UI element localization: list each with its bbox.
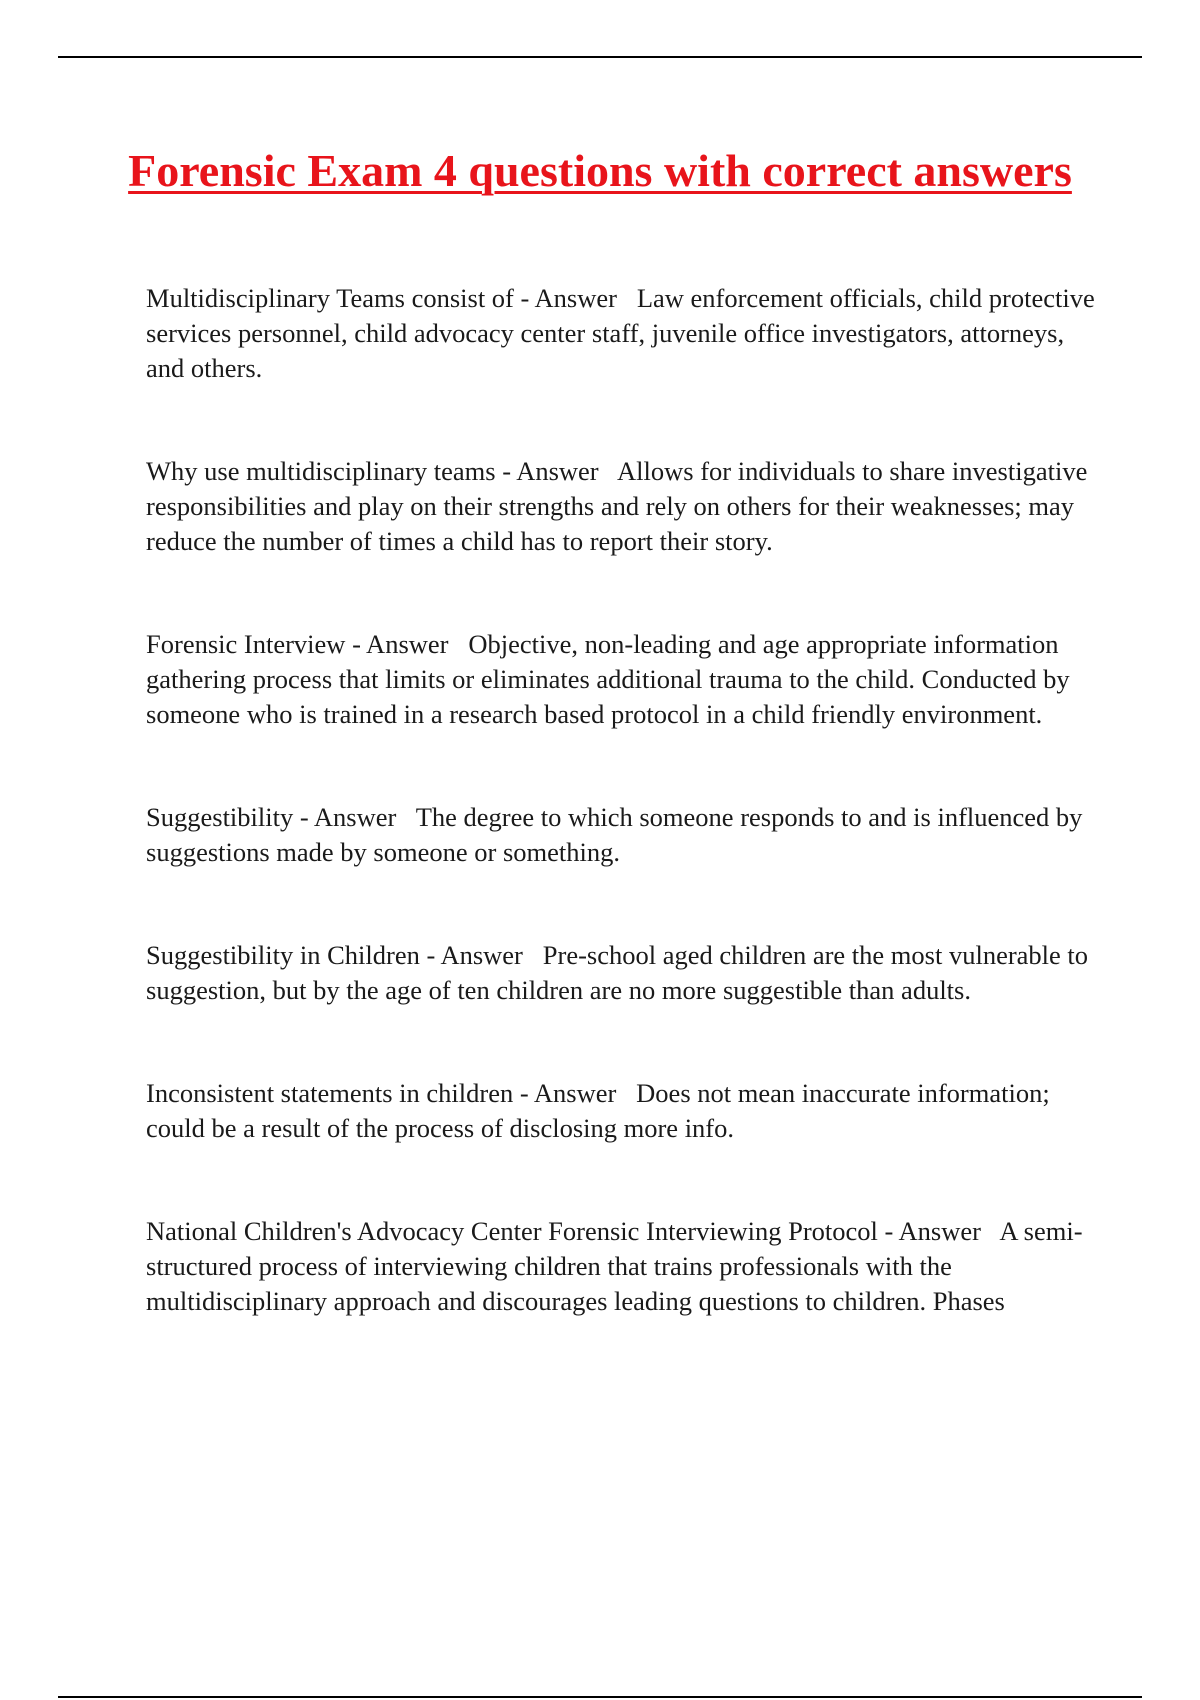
- answer-separator: - Answer: [419, 940, 543, 970]
- answer-separator: - Answer: [293, 802, 416, 832]
- answer-separator: - Answer: [877, 1216, 1000, 1246]
- answer-separator: - Answer: [345, 629, 469, 659]
- question-text: National Children's Advocacy Center Forensic Interviewing Protocol: [146, 1216, 878, 1246]
- answer-text: A semi-structured process of interviewing children that trains professionals with the multidisciplinary approach and discourages leading questions to children. Phases: [146, 1216, 1083, 1316]
- question-text: Inconsistent statements in children: [146, 1078, 514, 1108]
- qa-item: [146, 800, 1096, 870]
- qa-item: [146, 627, 1096, 732]
- page-title: Forensic Exam 4 questions with correct answers: [128, 145, 1072, 196]
- answer-separator: - Answer: [513, 1078, 637, 1108]
- question-text: Forensic Interview: [146, 629, 346, 659]
- answer-text: Pre-school aged children are the most vulnerable to suggestion, but by the age of ten children are no more suggestible than adults.: [146, 940, 1089, 1005]
- question-text: Why use multidisciplinary teams: [146, 456, 496, 486]
- qa-item: [146, 454, 1096, 559]
- qa-item: [146, 1076, 1096, 1146]
- answer-text: Objective, non-leading and age appropriate information gathering process that limits or eliminates additional trauma to the child. Conducted by someone who is trained in a research based protocol in a child friendly environment.: [146, 629, 1070, 729]
- qa-item: [146, 938, 1096, 1008]
- answer-separator: - Answer: [495, 456, 618, 486]
- answer-text: Does not mean inaccurate information; could be a result of the process of disclosing more info.: [146, 1078, 1050, 1143]
- qa-item: [146, 281, 1096, 386]
- answer-text: Allows for individuals to share investigative responsibilities and play on their strengths and rely on others for their weaknesses; may reduce the number of times a child has to report their story.: [146, 456, 1088, 556]
- bottom-rule: [58, 1696, 1142, 1698]
- answer-separator: - Answer: [513, 283, 637, 313]
- answer-text: The degree to which someone responds to and is influenced by suggestions made by someone or something.: [146, 802, 1083, 867]
- qa-item: [146, 1214, 1096, 1319]
- question-text: Suggestibility: [146, 802, 294, 832]
- question-text: Suggestibility in Children: [146, 940, 420, 970]
- qa-list: [146, 281, 1096, 1319]
- answer-text: Law enforcement officials, child protective services personnel, child advocacy center staff, juvenile office investigators, attorneys, and others.: [146, 283, 1095, 383]
- question-text: Multidisciplinary Teams consist of: [146, 283, 514, 313]
- top-rule: [58, 56, 1142, 58]
